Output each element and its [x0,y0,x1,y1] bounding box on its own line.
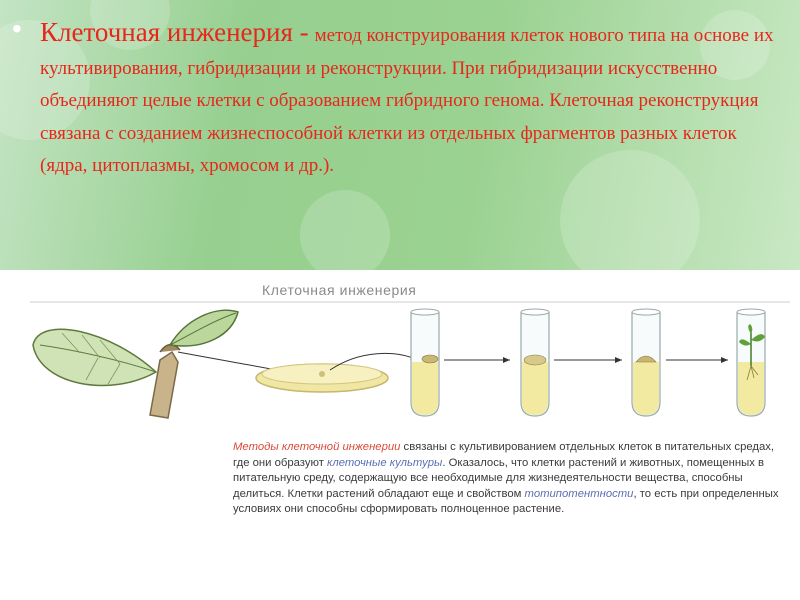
header-band [0,0,800,270]
bullet-icon: • [12,13,22,44]
plant-branch [33,310,238,418]
bokeh-circle [300,190,390,270]
caption-text-1: связаны с культивированием отдельных клеток в питательных средах, где они образуют [233,441,775,469]
caption-term-totipotency: тотипотентности [524,487,634,500]
caption-text-3: , то есть при определенных условиях они способны сформировать полноценное растение. [233,487,779,515]
petri-dish [256,364,388,392]
figure-caption [233,440,793,518]
test-tube-3 [632,309,660,416]
leaf-left [33,329,156,385]
caption-text-2: . Оказалось, что клетки растений и животных, помещенных в питательную среду, содержащую все необходимые для жизнедеятельности вещества, способны делиться. Клетки растений обладают еще и свойством [233,456,765,500]
definition-body: метод конструирования клеток нового типа на основе их культивирования, гибридизации и реконструкции. При гибридизации искусственно объединяют целые клетки с образованием гибридного генома. Клеточная реконструкция связана с созданием жизнеспособной клетки из отдельных фрагментов разных клеток (ядра, цитоплазмы, хромосом и др.). [40,25,774,176]
definition-term: Клеточная инженерия - [40,17,309,47]
caption-term-methods: Методы клеточной инженерии [233,441,401,453]
definition-text [40,16,780,183]
test-tube-4 [737,309,765,416]
caption-term-cultures: клеточные культуры [327,456,443,469]
cell-engineering-illustration [0,270,800,600]
test-tube-2 [521,309,549,416]
figure-title: Клеточная инженерия [262,282,417,298]
test-tube-1 [411,309,439,416]
